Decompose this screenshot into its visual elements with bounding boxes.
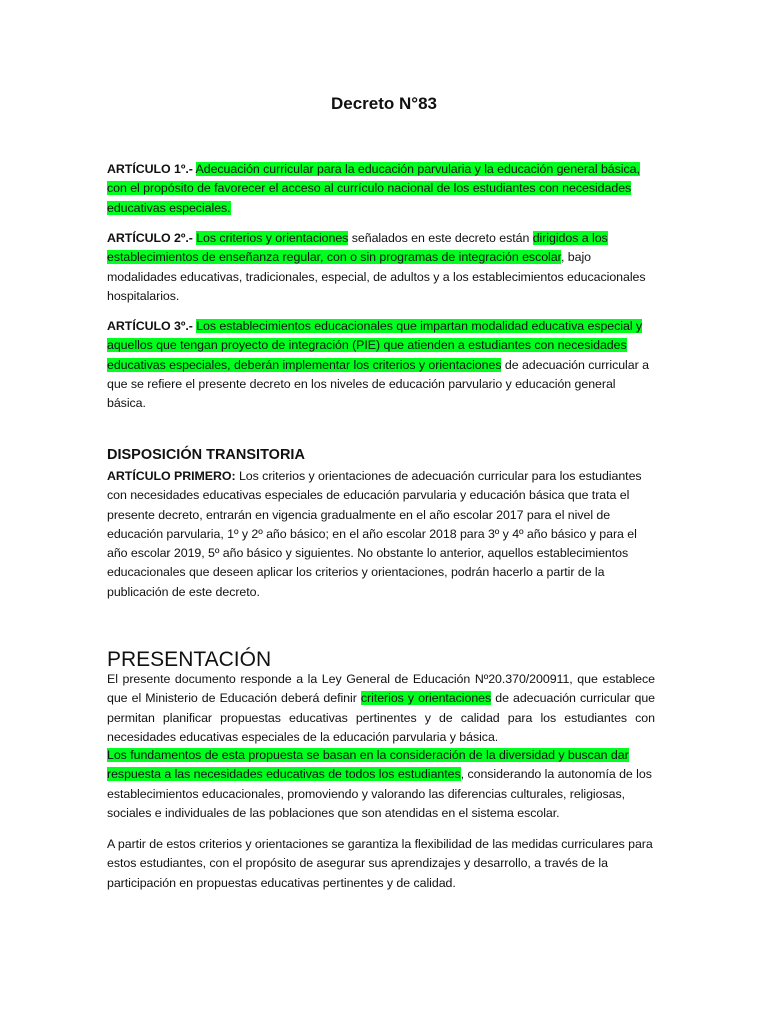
presentacion-paragraph-1	[107, 670, 655, 747]
article-2-seg-4: , bajo modalidades educativas, tradicionales, especial, de adultos y a los establecimientos educacionales hospitalarios.	[107, 250, 646, 303]
article-2	[107, 229, 655, 306]
article-3-seg-1: Los establecimientos educacionales que impartan modalidad educativa especial y aquellos que tengan proyecto de integración (PIE) que atienden a estudiantes con necesidades educativas especiales, deberán implementar los criterios y orientaciones	[107, 319, 643, 372]
article-2-seg-1: Los criterios y orientaciones	[196, 231, 349, 245]
article-1	[107, 160, 655, 218]
pres-p2-seg-0: Los fundamentos de esta propuesta se basan en la consideración de la diversidad y buscan dar respuesta a las necesidades educativas de todos los estudiantes	[107, 748, 629, 782]
pres-p1-seg-1: criterios y orientaciones	[360, 691, 492, 706]
presentacion-paragraph-3: A partir de estos criterios y orientaciones se garantiza la flexibilidad de las medidas curriculares para estos estudiantes, con el propósito de asegurar sus aprendizajes y desarrollo, a través de la participación en propuestas educativas pertinentes y de calidad.	[107, 837, 653, 890]
transitoria-heading: DISPOSICIÓN TRANSITORIA	[107, 447, 305, 463]
transitoria-article	[107, 467, 655, 602]
pres-p1-seg-2: de adecuación curricular que permitan planificar propuestas educativas pertinentes y de calidad para los estudiantes con necesidades educativas especiales de la educación parvularia y básica.	[107, 691, 656, 744]
article-1-seg-1: Adecuación curricular para la educación parvularia y la educación general básica, con el propósito de favorecer el acceso al currículo nacional de los estudiantes con necesidades educativas especiales.	[107, 162, 640, 215]
pres-p2-seg-1: , considerando la autonomía de los establecimientos educacionales, promoviendo y valorando las diferencias culturales, religiosas, sociales e individuales de las poblaciones que son atendidas en el sistema escolar.	[107, 767, 652, 820]
presentacion-paragraph-2	[107, 746, 655, 823]
article-2-seg-2: señalados en este decreto están	[348, 231, 533, 245]
pres-p1-seg-0: El presente documento responde a la Ley General de Educación Nº20.370/200911, que establece que el Ministerio de Educación deberá definir	[107, 672, 655, 706]
transitoria-label: ARTÍCULO PRIMERO:	[107, 469, 236, 483]
article-1-label: ARTÍCULO 1º.-	[107, 162, 193, 176]
transitoria-text: Los criterios y orientaciones de adecuación curricular para los estudiantes con necesidades educativas especiales de educación parvularia y educación básica que trata el presente decreto, entrarán en vigencia gradualmente en el año escolar 2017 para el nivel de educación parvularia, 1º y 2º año básico; en el año escolar 2018 para 3º y 4º año básico y para el año escolar 2019, 5º año básico y siguientes. No obstante lo anterior, aquellos establecimientos educacionales que deseen aplicar los criterios y orientaciones, podrán hacerlo a partir de la publicación de este decreto.	[107, 469, 642, 599]
document-title: Decreto N°83	[330, 94, 437, 113]
presentacion-heading: PRESENTACIÓN	[107, 648, 272, 671]
article-2-label: ARTÍCULO 2º.-	[107, 231, 193, 245]
article-3-seg-2: de adecuación curricular a que se refiere el presente decreto en los niveles de educación parvulario y educación general básica.	[107, 357, 649, 411]
article-3	[107, 317, 655, 413]
article-2-seg-3: dirigidos a los establecimientos de enseñanza regular, con o sin programas de integración escolar	[107, 231, 608, 265]
article-3-label: ARTÍCULO 3º.-	[107, 319, 193, 333]
